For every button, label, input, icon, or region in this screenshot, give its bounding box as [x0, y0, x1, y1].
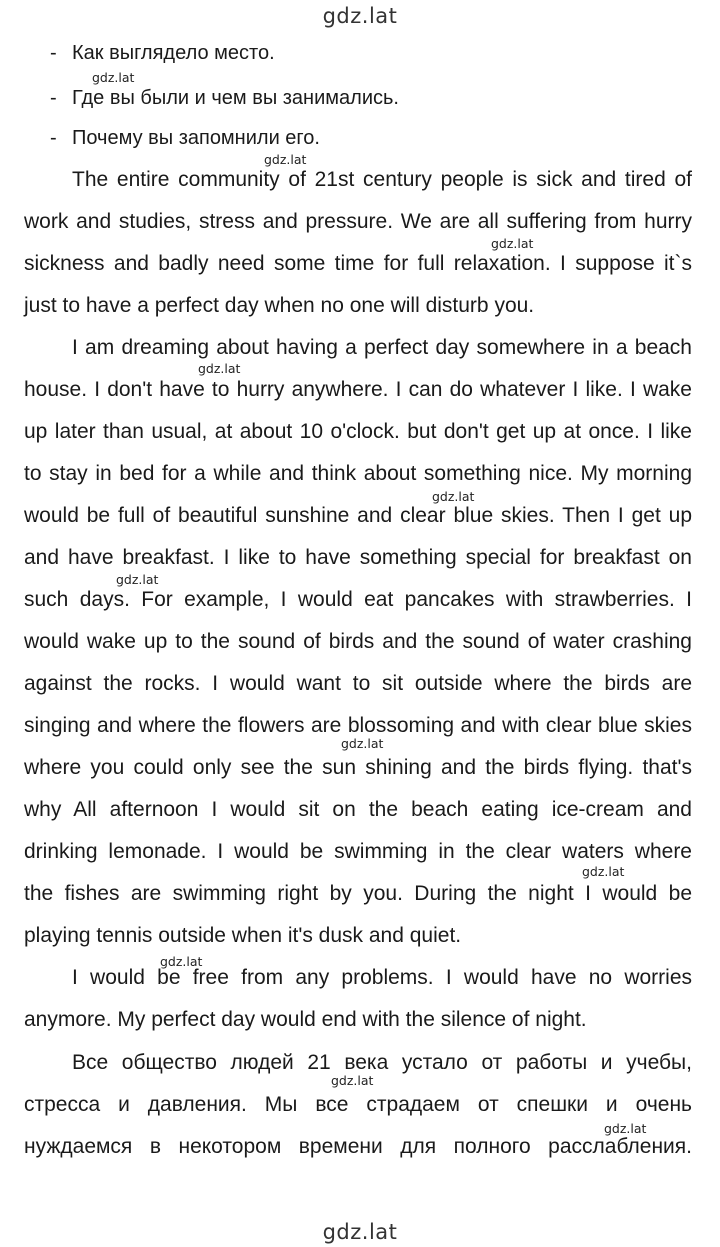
- watermark-small: gdz.lat: [582, 864, 625, 879]
- paragraph: [24, 159, 692, 327]
- text-line: just to have a perfect day when no one will disturb you.: [24, 294, 535, 317]
- watermark-bottom: gdz.lat: [322, 1220, 398, 1244]
- text-line: house. I don't have to hurry anywhere. I can do whatever I like. I wake: [24, 378, 692, 401]
- paragraph: [24, 954, 692, 1041]
- watermark-small: gdz.lat: [432, 489, 475, 504]
- text-line: up later than usual, at about 10 o'clock. but don't get up at once. I like: [24, 420, 692, 443]
- text-line: drinking lemonade. I would be swimming in the clear waters where: [24, 840, 692, 863]
- watermark-small: gdz.lat: [341, 736, 384, 751]
- text-line: to stay in bed for a while and think about something nice. My morning: [24, 462, 692, 485]
- text-line: I would be free from any problems. I would have no worries: [72, 966, 692, 989]
- watermark-small: gdz.lat: [264, 152, 307, 167]
- paragraph: [24, 1042, 692, 1168]
- watermark-small: gdz.lat: [92, 70, 135, 85]
- text-line: and have breakfast. I like to have something special for breakfast on: [24, 546, 692, 569]
- text-line: such days. For example, I would eat pancakes with strawberries. I: [24, 588, 692, 611]
- text-line: work and studies, stress and pressure. We are all suffering from hurry: [24, 210, 692, 233]
- watermark-small: gdz.lat: [198, 361, 241, 376]
- watermark-small: gdz.lat: [331, 1073, 374, 1088]
- watermark-small: gdz.lat: [116, 572, 159, 587]
- question-item: - Как выглядело место.: [50, 42, 275, 64]
- text-line: I am dreaming about having a perfect day somewhere in a beach: [72, 336, 692, 359]
- watermark-small: gdz.lat: [160, 954, 203, 969]
- watermark-top: gdz.lat: [322, 4, 398, 28]
- watermark-small: gdz.lat: [491, 236, 534, 251]
- question-text: Почему вы запомнили его.: [72, 127, 320, 149]
- text-line: anymore. My perfect day would end with the silence of night.: [24, 1008, 587, 1031]
- question-text: Где вы были и чем вы занимались.: [72, 87, 399, 109]
- text-line: нуждаемся в некотором времени для полного расслабления.: [24, 1135, 692, 1158]
- question-item: - Где вы были и чем вы занимались.: [50, 87, 399, 109]
- text-line: playing tennis outside when it's dusk and quiet.: [24, 924, 462, 947]
- text-line: singing and where the flowers are blossoming and with clear blue skies: [24, 714, 692, 737]
- text-line: where you could only see the sun shining and the birds flying. that's: [24, 756, 692, 779]
- text-line: the fishes are swimming right by you. During the night I would be: [24, 882, 692, 905]
- text-line: against the rocks. I would want to sit outside where the birds are: [24, 672, 692, 695]
- text-line: The entire community of 21st century people is sick and tired of: [72, 168, 692, 191]
- question-text: Как выглядело место.: [72, 42, 275, 64]
- paragraph: [24, 327, 692, 957]
- text-line: Все общество людей 21 века устало от работы и учебы,: [72, 1051, 692, 1074]
- watermark-small: gdz.lat: [604, 1121, 647, 1136]
- text-line: sickness and badly need some time for full relaxation. I suppose it`s: [24, 252, 692, 275]
- text-line: why All afternoon I would sit on the beach eating ice-cream and: [24, 798, 692, 821]
- text-line: would be full of beautiful sunshine and clear blue skies. Then I get up: [24, 504, 692, 527]
- question-item: - Почему вы запомнили его.: [50, 127, 320, 149]
- text-line: стресса и давления. Мы все страдаем от спешки и очень: [24, 1093, 692, 1116]
- text-line: would wake up to the sound of birds and the sound of water crashing: [24, 630, 692, 653]
